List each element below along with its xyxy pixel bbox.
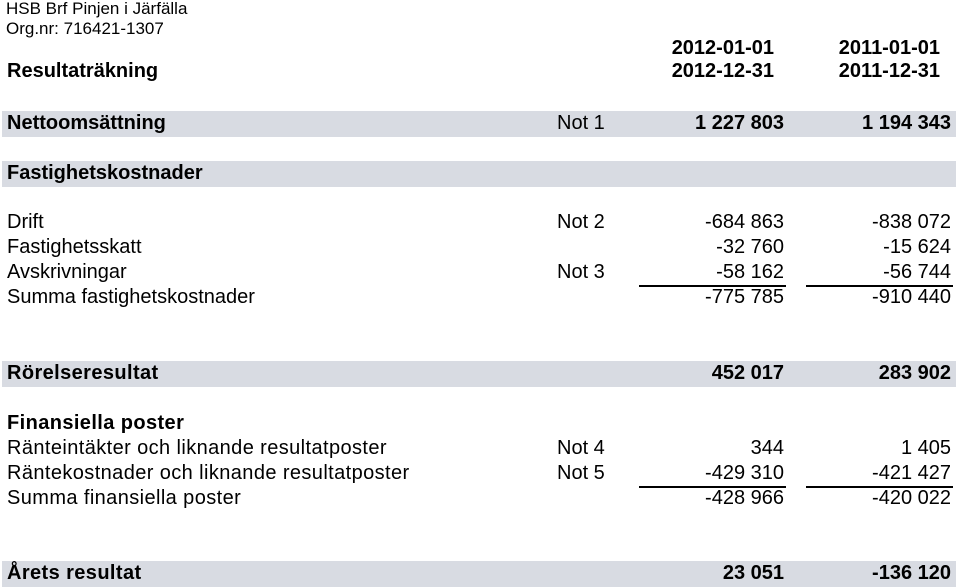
avskrivningar-note: Not 3 [557,261,605,283]
summa-fastighetskostnader-2011: -910 440 [872,286,951,308]
summa-fastighetskostnader-2012: -775 785 [705,286,784,308]
rorelseresultat-label: Rörelseresultat [7,362,159,384]
period-2012-start: 2012-01-01 [671,37,774,59]
ranteintakter-label: Ränteintäkter och liknande resultatposter [7,437,387,459]
fastighetsskatt-label: Fastighetsskatt [7,236,142,258]
period-2012-end: 2012-12-31 [671,60,774,82]
fastighetsskatt-2011: -15 624 [883,236,951,258]
drift-2012: -684 863 [705,211,784,233]
fastighetskostnader-heading: Fastighetskostnader [7,162,203,184]
rantekostnader-2012: -429 310 [705,462,784,484]
period-2011-start: 2011-01-01 [838,37,940,59]
rorelseresultat-2012: 452 017 [711,362,784,384]
ranteintakter-note: Not 4 [557,437,605,459]
summa-finansiella-poster-label: Summa finansiella poster [7,487,242,509]
period-2011-end: 2011-12-31 [838,60,940,82]
nettoomsattning-label: Nettoomsättning [7,112,166,134]
summa-finansiella-poster-2011: -420 022 [872,487,951,509]
rorelseresultat-2011: 283 902 [878,362,951,384]
fastighetsskatt-2012: -32 760 [716,236,784,258]
summa-fastighetskostnader-label: Summa fastighetskostnader [7,286,255,308]
organization-number: Org.nr: 716421-1307 [6,19,164,38]
avskrivningar-2012: -58 162 [716,261,784,283]
finansiella-poster-heading: Finansiella poster [7,412,185,434]
summa-finansiella-poster-2012: -428 966 [705,487,784,509]
nettoomsattning-note: Not 1 [557,112,605,134]
arets-resultat-label: Årets resultat [7,562,142,584]
rantekostnader-note: Not 5 [557,462,605,484]
rantekostnader-2011: -421 427 [872,462,951,484]
avskrivningar-2011: -56 744 [883,261,951,283]
page-title: Resultaträkning [7,60,159,82]
avskrivningar-label: Avskrivningar [7,261,127,283]
drift-label: Drift [7,211,44,233]
ranteintakter-2011: 1 405 [900,437,951,459]
drift-2011: -838 072 [872,211,951,233]
arets-resultat-2011: -136 120 [872,562,951,584]
nettoomsattning-2011: 1 194 343 [862,112,951,134]
organization-name: HSB Brf Pinjen i Järfälla [6,0,188,18]
ranteintakter-2012: 344 [750,437,784,459]
drift-note: Not 2 [557,211,605,233]
rantekostnader-label: Räntekostnader och liknande resultatposter [7,462,410,484]
arets-resultat-2012: 23 051 [722,562,784,584]
nettoomsattning-2012: 1 227 803 [695,112,784,134]
